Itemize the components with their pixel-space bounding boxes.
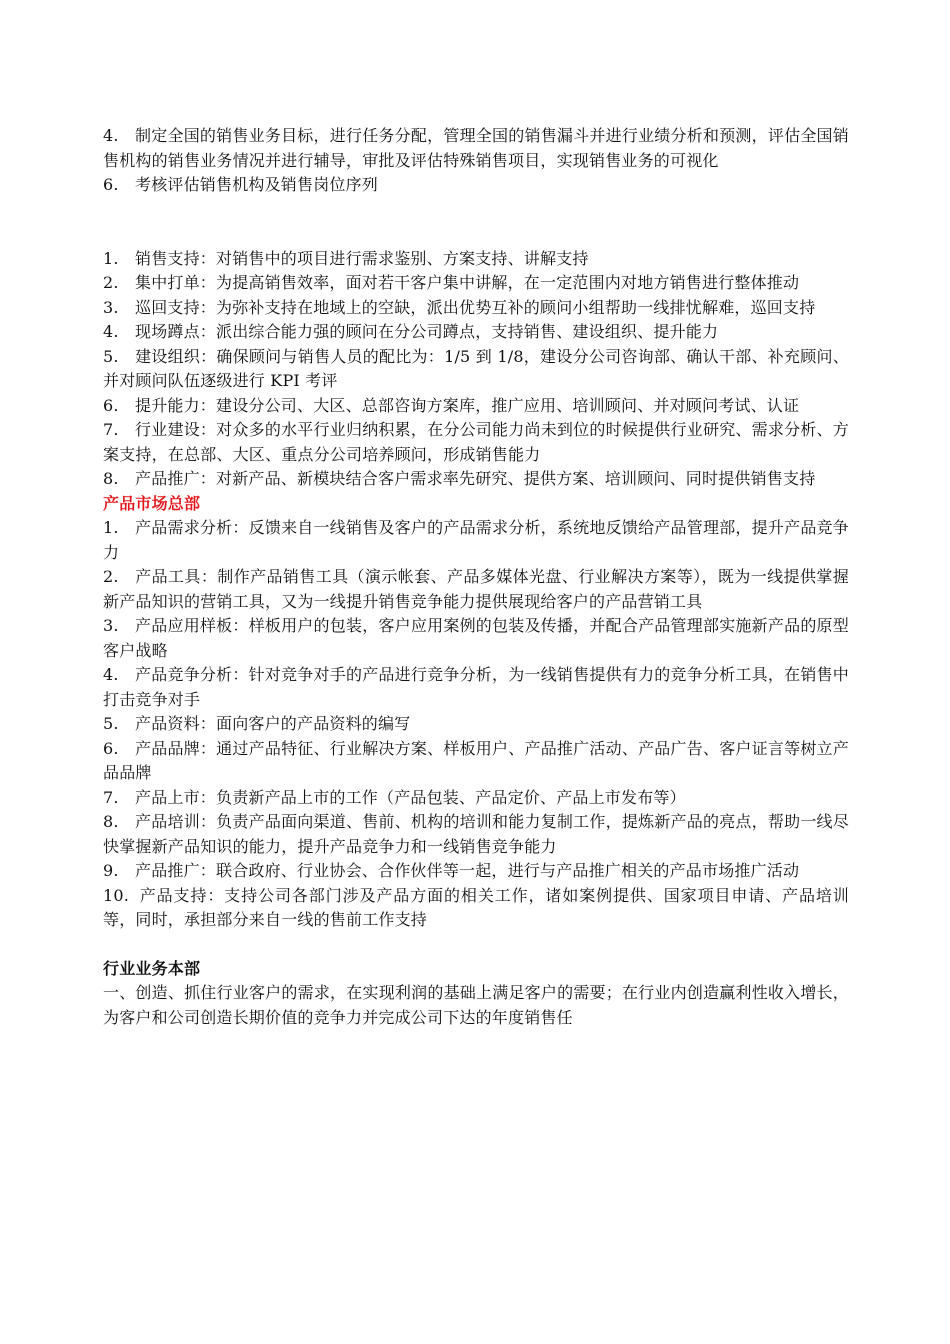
item-text: 销售支持：对销售中的项目进行需求鉴别、方案支持、讲解支持 [135,248,589,268]
list-item [103,614,849,663]
item-text: 建设组织：确保顾问与销售人员的配比为：1/5 到 1/8，建设分公司咨询部、确认干部、补充顾问、并对顾问队伍逐级进行 KPI 考评 [103,346,849,390]
list-item [103,467,849,492]
list-item [103,786,849,811]
item-text: 产品培训：负责产品面向渠道、售前、机构的培训和能力复制工作，提炼新产品的亮点，帮助一线尽快掌握新产品知识的能力，提升产品竞争力和一线销售竞争能力 [103,812,849,856]
list-item [103,173,849,198]
item-text: 考核评估销售机构及销售岗位序列 [135,175,379,194]
section-heading: 产品市场总部 [103,493,201,513]
item-text: 集中打单：为提高销售效率，面对若干客户集中讲解，在一定范围内对地方销售进行整体推动 [135,273,800,292]
list-item [103,124,849,173]
item-number: 3. [103,616,119,635]
list-item [103,418,849,467]
spacer [103,933,849,957]
list-item [103,884,849,933]
item-text: 产品品牌：通过产品特征、行业解决方案、样板用户、产品推广活动、产品广告、客户证言等树立产品品牌 [103,738,849,782]
paragraph: 一、创造、抓住行业客户的需求，在实现利润的基础上满足客户的需要；在行业内创造赢利性收入增长，为客户和公司创造长期价值的竞争力并完成公司下达的年度销售任 [103,983,849,1027]
item-number: 5. [103,346,119,366]
item-text: 产品资料：面向客户的产品资料的编写 [135,714,411,733]
item-text: 提升能力：建设分公司、大区、总部咨询方案库，推广应用、培训顾问、并对顾问考试、认证 [135,395,800,415]
item-number: 4. [103,322,119,341]
item-text: 行业建设：对众多的水平行业归纳积累，在分公司能力尚未到位的时候提供行业研究、需求分析、方案支持，在总部、大区、重点分公司培养顾问，形成销售能力 [103,420,849,464]
item-number: 7. [103,787,119,807]
section-consulting-support [103,247,849,492]
item-text: 产品推广：联合政府、行业协会、合作伙伴等一起，进行与产品推广相关的产品市场推广活动 [135,861,800,880]
item-text: 产品工具：制作产品销售工具（演示帐套、产品多媒体光盘、行业解决方案等），既为一线提供掌握新产品知识的营销工具，又为一线提升销售竞争能力提供展现给客户的产品营销工具 [103,567,849,611]
item-number: 3. [103,297,119,317]
item-text: 产品推广：对新产品、新模块结合客户需求率先研究、提供方案、培训顾问、同时提供销售支持 [135,469,816,488]
item-number: 2. [103,567,119,586]
list-item [103,345,849,394]
item-number: 6. [103,395,119,415]
list-item [103,859,849,884]
item-number: 2. [103,273,119,292]
item-text: 产品应用样板：样板用户的包装，客户应用案例的包装及传播，并配合产品管理部实施新产品的原型客户战略 [103,616,849,660]
item-number: 1. [103,518,119,537]
item-number: 4. [103,665,119,684]
item-number: 5. [103,714,119,733]
item-text: 产品需求分析：反馈来自一线销售及客户的产品需求分析，系统地反馈给产品管理部，提升产品竞争力 [103,518,849,562]
item-number: 8. [103,812,119,831]
item-number: 8. [103,469,119,488]
item-number: 6. [103,738,119,758]
item-text: 巡回支持：为弥补支持在地域上的空缺，派出优势互补的顾问小组帮助一线排忧解难，巡回支持 [135,297,816,317]
list-item [103,271,849,296]
item-text: 产品上市：负责新产品上市的工作（产品包装、产品定价、产品上市发布等） [135,787,686,807]
list-item [103,810,849,859]
section-product-market-hq [103,492,849,933]
document-page [103,124,849,1030]
list-item [103,247,849,272]
item-text: 产品竞争分析：针对竞争对手的产品进行竞争分析，为一线销售提供有力的竞争分析工具，在销售中打击竞争对手 [103,665,849,709]
item-number: 4. [103,126,119,145]
list-item [103,663,849,712]
item-number: 7. [103,420,119,439]
list-item [103,516,849,565]
item-number: 1. [103,248,119,268]
list-item [103,712,849,737]
spacer [103,198,849,247]
list-item [103,296,849,321]
item-text: 制定全国的销售业务目标，进行任务分配，管理全国的销售漏斗并进行业绩分析和预测，评估全国销售机构的销售业务情况并进行辅导，审批及评估特殊销售项目，实现销售业务的可视化 [103,126,849,170]
item-number: 6. [103,175,119,194]
list-item [103,737,849,786]
section-industry-business [103,957,849,1031]
item-number: 9. [103,861,119,880]
list-item [103,394,849,419]
list-item [103,320,849,345]
list-item [103,565,849,614]
item-number: 10. [103,885,130,905]
section-heading: 行业业务本部 [103,958,201,978]
section-sales-management [103,124,849,198]
item-text: 现场蹲点：派出综合能力强的顾问在分公司蹲点，支持销售、建设组织、提升能力 [135,322,719,341]
item-text: 产品支持：支持公司各部门涉及产品方面的相关工作，诸如案例提供、国家项目申请、产品培训等，同时，承担部分来自一线的售前工作支持 [103,885,849,929]
